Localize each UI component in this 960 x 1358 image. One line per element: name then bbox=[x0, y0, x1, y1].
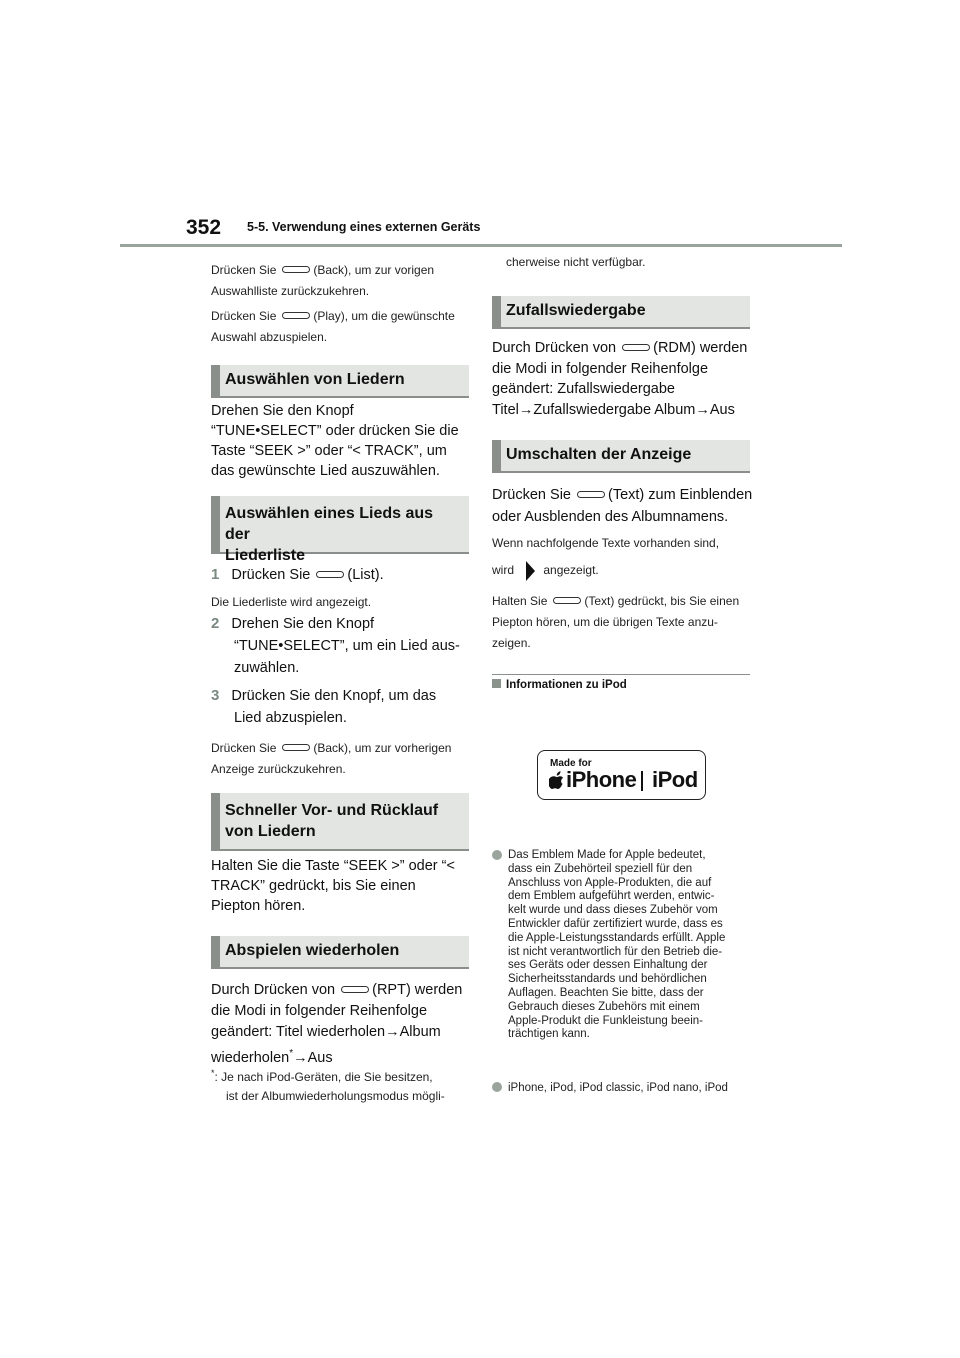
arrow-icon: → bbox=[293, 1049, 308, 1066]
bullet-made-for-apple bbox=[492, 849, 754, 1042]
heading-text bbox=[211, 793, 469, 849]
text-line: die Apple-Leistungsstandards erfüllt. Apple bbox=[508, 931, 726, 944]
rpt-button-icon bbox=[341, 986, 369, 993]
text: (RDM) werden bbox=[653, 340, 748, 356]
text: (Text) gedrückt, bis Sie einen bbox=[584, 594, 740, 608]
heading-text bbox=[211, 496, 469, 564]
bullet-icon bbox=[492, 850, 502, 860]
text: geändert: Titel wiederholen bbox=[211, 1024, 386, 1040]
step-1 bbox=[211, 564, 473, 586]
bullet-body bbox=[508, 849, 725, 1042]
text: (Back), um zur vorherigen bbox=[313, 741, 452, 755]
text: (List). bbox=[347, 567, 384, 583]
text-line: Halten Sie die Taste “SEEK >” oder “< bbox=[211, 858, 455, 874]
text: Zufallswiedergabe Album bbox=[533, 401, 696, 418]
rdm-button-icon bbox=[622, 344, 650, 351]
text: Anzeige zurückzukehren. bbox=[211, 762, 346, 776]
text: Piepton hören, um die übrigen Texte anzu- bbox=[492, 615, 718, 629]
text: Lied abzuspielen. bbox=[234, 710, 347, 726]
text: angezeigt. bbox=[543, 563, 599, 577]
badge-ipod-text: iPod bbox=[652, 767, 698, 792]
heading-underline bbox=[492, 471, 750, 473]
fast-forward-text bbox=[211, 856, 473, 916]
bullet-icon bbox=[492, 1082, 502, 1092]
more-indicator-icon bbox=[525, 560, 537, 582]
text-line: Auflagen. Beachten Sie bitte, dass der bbox=[508, 986, 704, 999]
text: (RPT) werden bbox=[372, 982, 463, 998]
heading-shuffle bbox=[492, 296, 750, 329]
text-line: Taste “SEEK >” oder “< TRACK”, um bbox=[211, 443, 447, 459]
text-line: Drehen Sie den Knopf bbox=[211, 403, 354, 419]
apple-logo-icon bbox=[549, 771, 564, 789]
footnote-marker: * bbox=[289, 1048, 294, 1059]
heading-line: Auswählen eines Lieds aus der bbox=[225, 505, 434, 543]
heading-underline bbox=[492, 327, 750, 329]
text-line: dass ein Zubehörteil speziell für den bbox=[508, 862, 693, 875]
text-line: Entwickler dafür zertifiziert wurde, dass es bbox=[508, 917, 723, 930]
badge-iphone-text: iPhone bbox=[566, 767, 637, 792]
text: Durch Drücken von bbox=[211, 982, 336, 998]
text: ist der Albumwiederholungsmodus mögli- bbox=[226, 1089, 445, 1103]
bullet-trademarks bbox=[492, 1082, 754, 1096]
text: Halten Sie bbox=[492, 594, 548, 608]
heading-text: Auswählen von Liedern bbox=[211, 365, 469, 396]
step-number: 3 bbox=[211, 687, 220, 704]
heading-line: Liederliste bbox=[225, 547, 306, 564]
text: Album bbox=[399, 1024, 441, 1040]
heading-repeat bbox=[211, 936, 469, 969]
page-number: 352 bbox=[186, 216, 222, 239]
text: (Text) zum Einblenden bbox=[607, 487, 753, 503]
repeat-text bbox=[211, 980, 473, 1069]
text: zuwählen. bbox=[234, 660, 300, 676]
play-button-icon bbox=[282, 312, 310, 319]
text-line: Das Emblem Made for Apple bedeutet, bbox=[508, 849, 706, 861]
footnote bbox=[211, 1064, 473, 1106]
text: Aus bbox=[709, 401, 735, 418]
heading-line: Schneller Vor- und Rücklauf bbox=[225, 802, 439, 819]
text-line: Gebrauch dieses Zubehörs mit einem bbox=[508, 1000, 700, 1013]
text: “TUNE•SELECT”, um ein Lied aus- bbox=[234, 638, 460, 654]
play-instruction bbox=[211, 306, 473, 348]
text: Auswahlliste zurückzukehren. bbox=[211, 284, 370, 298]
heading-text: Umschalten der Anzeige bbox=[492, 440, 750, 471]
heading-underline bbox=[211, 967, 469, 969]
ipod-info-heading bbox=[492, 679, 627, 691]
more-text-note bbox=[492, 530, 754, 584]
text: Aus bbox=[307, 1049, 333, 1066]
back-button-icon bbox=[282, 266, 310, 273]
shuffle-text bbox=[492, 338, 754, 420]
text: die Modi in folgender Reihenfolge bbox=[492, 360, 709, 377]
square-bullet-icon bbox=[492, 679, 501, 688]
arrow-icon: → bbox=[385, 1024, 400, 1040]
text-button-icon bbox=[577, 491, 605, 498]
text: Informationen zu iPod bbox=[506, 679, 627, 691]
text-line: Anschluss von Apple-Produkten, die auf bbox=[508, 876, 712, 889]
text: Drücken Sie bbox=[231, 567, 311, 583]
text: Durch Drücken von bbox=[492, 340, 617, 356]
step-number: 1 bbox=[211, 566, 220, 583]
heading-underline bbox=[211, 396, 469, 398]
heading-text: Zufallswiedergabe bbox=[492, 296, 750, 327]
text: Drücken Sie bbox=[492, 487, 571, 503]
back-previous-instruction bbox=[211, 738, 473, 780]
step-3 bbox=[211, 685, 473, 729]
text-line: Apple-Produkt die Funkleistung beein- bbox=[508, 1014, 703, 1027]
heading-fast-forward-rewind bbox=[211, 793, 469, 851]
back-button-icon bbox=[282, 744, 310, 751]
text: Titel bbox=[492, 401, 519, 418]
text: (Play), um die gewünschte bbox=[313, 309, 455, 323]
arrow-icon: → bbox=[518, 401, 534, 418]
text: Drücken Sie bbox=[211, 309, 277, 323]
heading-select-songs bbox=[211, 365, 469, 398]
badge-made-for-text: Made for bbox=[550, 758, 592, 769]
text-line: trächtigen kann. bbox=[508, 1028, 590, 1041]
heading-display bbox=[492, 440, 750, 473]
text-line: kelt wurde und dass dieses Zubehör vom bbox=[508, 904, 718, 917]
arrow-icon: → bbox=[695, 401, 710, 418]
list-button-icon bbox=[316, 571, 344, 578]
display-text bbox=[492, 484, 754, 528]
badge-divider bbox=[641, 771, 643, 791]
section-title: 5-5. Verwendung eines externen Geräts bbox=[247, 220, 481, 234]
text: Auswahl abzuspielen. bbox=[211, 330, 328, 344]
text: die Modi in folgender Reihenfolge bbox=[211, 1003, 428, 1019]
text: Drücken Sie bbox=[211, 263, 277, 277]
text: wiederholen bbox=[211, 1049, 290, 1066]
text: wird bbox=[492, 563, 515, 577]
heading-text: Abspielen wiederholen bbox=[211, 936, 469, 967]
step-number: 2 bbox=[211, 615, 220, 632]
text: Wenn nachfolgende Texte vorhanden sind, bbox=[492, 536, 720, 550]
text: iPhone, iPod, iPod classic, iPod nano, iPod bbox=[508, 1082, 728, 1094]
made-for-iphone-ipod-badge bbox=[537, 750, 706, 800]
step-1-note: Die Liederliste wird angezeigt. bbox=[211, 595, 372, 609]
text-line: Sicherheitsstandards und behördlichen bbox=[508, 973, 707, 986]
heading-underline bbox=[211, 849, 469, 851]
text-line: ses Geräts oder dessen Einhaltung der bbox=[508, 959, 708, 972]
text: : Je nach iPod-Geräten, die Sie besitzen, bbox=[214, 1070, 433, 1084]
continued-footnote: cherweise nicht verfügbar. bbox=[506, 255, 646, 269]
heading-line: von Liedern bbox=[225, 823, 316, 840]
text: zeigen. bbox=[492, 636, 531, 650]
hold-text-note bbox=[492, 591, 754, 654]
text: Drücken Sie den Knopf, um das bbox=[231, 688, 437, 704]
step-2 bbox=[211, 613, 473, 679]
text-line: Piepton hören. bbox=[211, 898, 306, 914]
text: oder Ausblenden des Albumnamens. bbox=[492, 509, 729, 525]
text-line: ist nicht verantwortlich für den Betrieb die- bbox=[508, 945, 723, 958]
footnote-marker: * bbox=[211, 1068, 215, 1078]
text-line: dem Emblem aufgeführt werden, entwic- bbox=[508, 890, 715, 903]
back-instruction bbox=[211, 260, 473, 302]
text: Drehen Sie den Knopf bbox=[231, 616, 375, 632]
text-line: TRACK” gedrückt, bis Sie einen bbox=[211, 878, 416, 894]
text-line: “TUNE•SELECT” oder drücken Sie die bbox=[211, 423, 459, 439]
text-button-icon bbox=[553, 597, 581, 604]
heading-select-from-list bbox=[211, 496, 469, 564]
text: Drücken Sie bbox=[211, 741, 277, 755]
select-songs-text bbox=[211, 401, 473, 481]
header-rule bbox=[120, 244, 842, 247]
text: geändert: Zufallswiedergabe bbox=[492, 381, 675, 397]
text: (Back), um zur vorigen bbox=[313, 263, 435, 277]
text-line: das gewünschte Lied auszuwählen. bbox=[211, 463, 440, 479]
separator-rule bbox=[492, 674, 750, 675]
